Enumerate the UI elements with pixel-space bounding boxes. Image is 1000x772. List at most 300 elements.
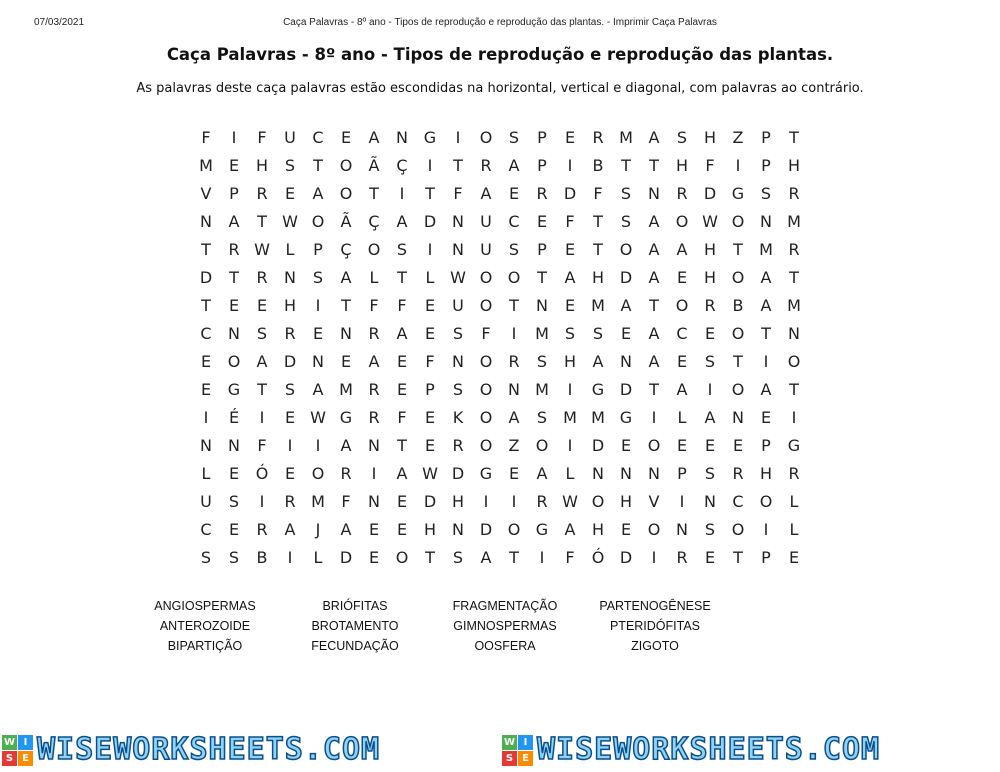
grid-cell[interactable]: S xyxy=(256,324,268,343)
grid-cell[interactable]: Ó xyxy=(255,464,269,483)
grid-cell[interactable]: F xyxy=(257,128,267,147)
grid-cell[interactable]: A xyxy=(340,268,352,287)
grid-cell[interactable]: O xyxy=(535,436,549,455)
grid-cell[interactable]: T xyxy=(733,240,743,259)
grid-cell[interactable]: P xyxy=(313,240,323,259)
grid-cell[interactable]: A xyxy=(564,268,576,287)
grid-cell[interactable]: H xyxy=(283,296,297,315)
grid-cell[interactable]: A xyxy=(480,548,492,567)
grid-cell[interactable]: A xyxy=(396,212,408,231)
grid-cell[interactable]: H xyxy=(563,352,577,371)
grid-cell[interactable]: S xyxy=(396,240,408,259)
grid-cell[interactable]: F xyxy=(565,212,575,231)
grid-cell[interactable]: H xyxy=(675,156,689,175)
grid-cell[interactable]: I xyxy=(259,408,265,427)
grid-cell[interactable]: N xyxy=(200,436,212,455)
grid-cell[interactable]: A xyxy=(396,324,408,343)
grid-cell[interactable]: I xyxy=(651,548,657,567)
grid-cell[interactable]: F xyxy=(705,156,715,175)
grid-cell[interactable]: R xyxy=(788,240,800,259)
grid-cell[interactable]: N xyxy=(396,128,408,147)
grid-cell[interactable]: E xyxy=(200,380,212,399)
grid-cell[interactable]: S xyxy=(452,548,464,567)
grid-cell[interactable]: E xyxy=(284,184,296,203)
grid-cell[interactable]: T xyxy=(649,156,659,175)
grid-cell[interactable]: U xyxy=(200,492,212,511)
grid-cell[interactable]: N xyxy=(228,324,240,343)
grid-cell[interactable]: T xyxy=(509,548,519,567)
grid-cell[interactable]: G xyxy=(591,380,605,399)
grid-cell[interactable]: O xyxy=(619,240,633,259)
grid-cell[interactable]: P xyxy=(761,128,771,147)
grid-cell[interactable]: I xyxy=(651,408,657,427)
grid-cell[interactable]: N xyxy=(676,520,688,539)
grid-cell[interactable]: E xyxy=(564,240,576,259)
grid-cell[interactable]: D xyxy=(339,548,353,567)
grid-cell[interactable]: R xyxy=(788,464,800,483)
grid-cell[interactable]: A xyxy=(312,184,324,203)
grid-cell[interactable]: S xyxy=(760,184,772,203)
grid-cell[interactable]: O xyxy=(339,156,353,175)
grid-cell[interactable]: H xyxy=(591,268,605,287)
grid-cell[interactable]: P xyxy=(425,380,435,399)
grid-cell[interactable]: E xyxy=(676,268,688,287)
grid-cell[interactable]: R xyxy=(284,324,296,343)
grid-cell[interactable]: A xyxy=(340,436,352,455)
grid-cell[interactable]: L xyxy=(313,548,323,567)
grid-cell[interactable]: N xyxy=(620,352,632,371)
grid-cell[interactable]: M xyxy=(563,408,577,427)
grid-cell[interactable]: E xyxy=(620,520,632,539)
grid-cell[interactable]: N xyxy=(536,296,548,315)
grid-cell[interactable]: S xyxy=(704,464,716,483)
grid-cell[interactable]: I xyxy=(735,156,741,175)
grid-cell[interactable]: D xyxy=(199,268,213,287)
grid-cell[interactable]: R xyxy=(228,240,240,259)
grid-cell[interactable]: L xyxy=(789,492,799,511)
grid-cell[interactable]: N xyxy=(312,352,324,371)
grid-cell[interactable]: E xyxy=(200,352,212,371)
grid-cell[interactable]: H xyxy=(451,492,465,511)
grid-cell[interactable]: L xyxy=(789,520,799,539)
grid-cell[interactable]: A xyxy=(760,268,772,287)
grid-cell[interactable]: O xyxy=(311,212,325,231)
grid-cell[interactable]: H xyxy=(787,156,801,175)
grid-cell[interactable]: R xyxy=(340,464,352,483)
grid-cell[interactable]: P xyxy=(537,128,547,147)
grid-cell[interactable]: D xyxy=(619,548,633,567)
grid-cell[interactable]: I xyxy=(567,156,573,175)
grid-cell[interactable]: A xyxy=(648,128,660,147)
grid-cell[interactable]: L xyxy=(285,240,295,259)
grid-cell[interactable]: E xyxy=(676,436,688,455)
grid-cell[interactable]: W xyxy=(562,492,578,511)
grid-cell[interactable]: T xyxy=(593,240,603,259)
grid-cell[interactable]: A xyxy=(228,212,240,231)
grid-cell[interactable]: N xyxy=(452,352,464,371)
grid-cell[interactable]: U xyxy=(480,240,492,259)
grid-cell[interactable]: O xyxy=(647,520,661,539)
grid-cell[interactable]: E xyxy=(760,408,772,427)
grid-cell[interactable]: E xyxy=(368,548,380,567)
grid-cell[interactable]: B xyxy=(592,156,604,175)
grid-cell[interactable]: O xyxy=(507,520,521,539)
grid-cell[interactable]: N xyxy=(452,520,464,539)
grid-cell[interactable]: P xyxy=(229,184,239,203)
grid-cell[interactable]: R xyxy=(676,548,688,567)
grid-cell[interactable]: E xyxy=(284,464,296,483)
grid-cell[interactable]: R xyxy=(368,380,380,399)
grid-cell[interactable]: S xyxy=(284,156,296,175)
grid-cell[interactable]: G xyxy=(423,128,437,147)
grid-cell[interactable]: U xyxy=(480,212,492,231)
grid-cell[interactable]: U xyxy=(284,128,296,147)
grid-cell[interactable]: T xyxy=(509,296,519,315)
grid-cell[interactable]: W xyxy=(422,464,438,483)
grid-cell[interactable]: M xyxy=(759,240,773,259)
grid-cell[interactable]: I xyxy=(315,296,321,315)
grid-cell[interactable]: R xyxy=(704,296,716,315)
grid-cell[interactable]: A xyxy=(312,380,324,399)
grid-cell[interactable]: I xyxy=(511,492,517,511)
grid-cell[interactable]: R xyxy=(508,352,520,371)
grid-cell[interactable]: I xyxy=(483,492,489,511)
grid-cell[interactable]: F xyxy=(397,296,407,315)
grid-cell[interactable]: E xyxy=(508,464,520,483)
grid-cell[interactable]: M xyxy=(535,324,549,343)
grid-cell[interactable]: S xyxy=(452,324,464,343)
grid-cell[interactable]: T xyxy=(733,352,743,371)
grid-cell[interactable]: T xyxy=(453,156,463,175)
grid-cell[interactable]: N xyxy=(284,268,296,287)
grid-cell[interactable]: A xyxy=(648,352,660,371)
grid-cell[interactable]: O xyxy=(395,548,409,567)
grid-cell[interactable]: O xyxy=(507,268,521,287)
grid-cell[interactable]: R xyxy=(536,184,548,203)
grid-cell[interactable]: E xyxy=(732,436,744,455)
grid-cell[interactable]: O xyxy=(731,212,745,231)
grid-cell[interactable]: E xyxy=(704,548,716,567)
grid-cell[interactable]: B xyxy=(732,296,744,315)
grid-cell[interactable]: O xyxy=(647,436,661,455)
grid-cell[interactable]: S xyxy=(312,268,324,287)
grid-cell[interactable]: T xyxy=(621,156,631,175)
grid-cell[interactable]: M xyxy=(339,380,353,399)
grid-cell[interactable]: E xyxy=(508,184,520,203)
grid-cell[interactable]: O xyxy=(731,520,745,539)
grid-cell[interactable]: H xyxy=(255,156,269,175)
grid-cell[interactable]: T xyxy=(537,268,547,287)
grid-cell[interactable]: E xyxy=(424,436,436,455)
grid-cell[interactable]: O xyxy=(787,352,801,371)
grid-cell[interactable]: H xyxy=(703,268,717,287)
grid-cell[interactable]: N xyxy=(368,436,380,455)
grid-cell[interactable]: W xyxy=(254,240,270,259)
grid-cell[interactable]: R xyxy=(256,184,268,203)
grid-cell[interactable]: E xyxy=(424,324,436,343)
grid-cell[interactable]: K xyxy=(452,408,464,427)
grid-cell[interactable]: I xyxy=(567,380,573,399)
grid-cell[interactable]: R xyxy=(284,492,296,511)
grid-cell[interactable]: T xyxy=(257,380,267,399)
grid-cell[interactable]: N xyxy=(704,492,716,511)
grid-cell[interactable]: T xyxy=(789,380,799,399)
grid-cell[interactable]: I xyxy=(203,408,209,427)
grid-cell[interactable]: A xyxy=(648,324,660,343)
grid-cell[interactable]: A xyxy=(620,296,632,315)
grid-cell[interactable]: Z xyxy=(732,128,744,147)
grid-cell[interactable]: A xyxy=(648,268,660,287)
grid-cell[interactable]: O xyxy=(675,296,689,315)
grid-cell[interactable]: I xyxy=(371,464,377,483)
grid-cell[interactable]: R xyxy=(368,324,380,343)
grid-cell[interactable]: E xyxy=(620,436,632,455)
grid-cell[interactable]: I xyxy=(707,380,713,399)
grid-cell[interactable]: R xyxy=(732,464,744,483)
grid-cell[interactable]: G xyxy=(227,380,241,399)
grid-cell[interactable]: S xyxy=(704,352,716,371)
grid-cell[interactable]: T xyxy=(201,240,211,259)
grid-cell[interactable]: E xyxy=(424,296,436,315)
grid-cell[interactable]: Ó xyxy=(591,548,605,567)
grid-cell[interactable]: S xyxy=(620,212,632,231)
grid-cell[interactable]: T xyxy=(313,156,323,175)
grid-cell[interactable]: I xyxy=(287,548,293,567)
grid-cell[interactable]: R xyxy=(536,492,548,511)
grid-cell[interactable]: O xyxy=(479,296,493,315)
grid-cell[interactable]: O xyxy=(591,492,605,511)
grid-cell[interactable]: S xyxy=(452,380,464,399)
grid-cell[interactable]: T xyxy=(341,296,351,315)
grid-cell[interactable]: A xyxy=(676,380,688,399)
grid-cell[interactable]: I xyxy=(399,184,405,203)
grid-cell[interactable]: E xyxy=(536,212,548,231)
grid-cell[interactable]: N xyxy=(368,492,380,511)
grid-cell[interactable]: T xyxy=(257,212,267,231)
grid-cell[interactable]: E xyxy=(312,324,324,343)
grid-cell[interactable]: L xyxy=(425,268,435,287)
grid-cell[interactable]: A xyxy=(368,128,380,147)
grid-cell[interactable]: L xyxy=(369,268,379,287)
grid-cell[interactable]: P xyxy=(761,436,771,455)
grid-cell[interactable]: A xyxy=(676,240,688,259)
grid-cell[interactable]: O xyxy=(479,408,493,427)
grid-cell[interactable]: F xyxy=(481,324,491,343)
grid-cell[interactable]: F xyxy=(565,548,575,567)
grid-cell[interactable]: M xyxy=(199,156,213,175)
grid-cell[interactable]: E xyxy=(284,408,296,427)
grid-cell[interactable]: A xyxy=(340,520,352,539)
grid-cell[interactable]: I xyxy=(679,492,685,511)
grid-cell[interactable]: F xyxy=(397,408,407,427)
grid-cell[interactable]: L xyxy=(565,464,575,483)
grid-cell[interactable]: E xyxy=(228,156,240,175)
grid-cell[interactable]: N xyxy=(732,408,744,427)
grid-cell[interactable]: A xyxy=(368,352,380,371)
grid-cell[interactable]: H xyxy=(619,492,633,511)
grid-cell[interactable]: I xyxy=(511,324,517,343)
grid-cell[interactable]: I xyxy=(763,520,769,539)
grid-cell[interactable]: L xyxy=(677,408,687,427)
grid-cell[interactable]: O xyxy=(227,352,241,371)
grid-cell[interactable]: V xyxy=(200,184,212,203)
grid-cell[interactable]: G xyxy=(535,520,549,539)
grid-cell[interactable]: T xyxy=(789,268,799,287)
grid-cell[interactable]: P xyxy=(761,548,771,567)
grid-cell[interactable]: S xyxy=(508,128,520,147)
grid-cell[interactable]: N xyxy=(620,464,632,483)
grid-cell[interactable]: E xyxy=(424,408,436,427)
grid-cell[interactable]: A xyxy=(648,212,660,231)
grid-cell[interactable]: R xyxy=(676,184,688,203)
grid-cell[interactable]: T xyxy=(649,380,659,399)
grid-cell[interactable]: P xyxy=(761,156,771,175)
grid-cell[interactable]: S xyxy=(200,548,212,567)
grid-cell[interactable]: C xyxy=(508,212,520,231)
grid-cell[interactable]: E xyxy=(676,352,688,371)
grid-cell[interactable]: D xyxy=(423,492,437,511)
grid-cell[interactable]: E xyxy=(396,520,408,539)
grid-cell[interactable]: E xyxy=(396,380,408,399)
grid-cell[interactable]: N xyxy=(508,380,520,399)
grid-cell[interactable]: W xyxy=(702,212,718,231)
grid-cell[interactable]: N xyxy=(452,240,464,259)
grid-cell[interactable]: M xyxy=(787,212,801,231)
grid-cell[interactable]: I xyxy=(567,436,573,455)
grid-cell[interactable]: D xyxy=(479,520,493,539)
grid-cell[interactable]: I xyxy=(427,156,433,175)
grid-cell[interactable]: W xyxy=(450,268,466,287)
grid-cell[interactable]: T xyxy=(593,212,603,231)
grid-cell[interactable]: E xyxy=(368,520,380,539)
grid-cell[interactable]: D xyxy=(283,352,297,371)
grid-cell[interactable]: F xyxy=(425,352,435,371)
grid-cell[interactable]: I xyxy=(315,436,321,455)
grid-cell[interactable]: A xyxy=(760,380,772,399)
grid-cell[interactable]: S xyxy=(564,324,576,343)
grid-cell[interactable]: T xyxy=(649,296,659,315)
grid-cell[interactable]: I xyxy=(287,436,293,455)
grid-cell[interactable]: T xyxy=(201,296,211,315)
grid-cell[interactable]: A xyxy=(480,184,492,203)
grid-cell[interactable]: R xyxy=(480,156,492,175)
grid-cell[interactable]: I xyxy=(427,240,433,259)
grid-cell[interactable]: A xyxy=(536,464,548,483)
grid-cell[interactable]: A xyxy=(256,352,268,371)
grid-cell[interactable]: N xyxy=(452,212,464,231)
grid-cell[interactable]: A xyxy=(284,520,296,539)
grid-cell[interactable]: J xyxy=(315,520,321,539)
grid-cell[interactable]: P xyxy=(537,156,547,175)
grid-cell[interactable]: R xyxy=(368,408,380,427)
grid-cell[interactable]: S xyxy=(536,408,548,427)
grid-cell[interactable]: I xyxy=(231,128,237,147)
grid-cell[interactable]: F xyxy=(257,436,267,455)
grid-cell[interactable]: Ç xyxy=(368,212,380,231)
grid-cell[interactable]: T xyxy=(397,436,407,455)
grid-cell[interactable]: E xyxy=(340,352,352,371)
grid-cell[interactable]: Ã xyxy=(340,212,352,231)
grid-cell[interactable]: T xyxy=(761,324,771,343)
grid-cell[interactable]: W xyxy=(310,408,326,427)
grid-cell[interactable]: N xyxy=(788,324,800,343)
grid-cell[interactable]: M xyxy=(591,296,605,315)
grid-cell[interactable]: H xyxy=(703,128,717,147)
grid-cell[interactable]: W xyxy=(282,212,298,231)
grid-cell[interactable]: M xyxy=(619,128,633,147)
grid-cell[interactable]: O xyxy=(675,212,689,231)
grid-cell[interactable]: F xyxy=(369,296,379,315)
grid-cell[interactable]: O xyxy=(479,352,493,371)
grid-cell[interactable]: É xyxy=(228,408,240,427)
grid-cell[interactable]: O xyxy=(731,324,745,343)
grid-cell[interactable]: C xyxy=(200,520,212,539)
grid-cell[interactable]: H xyxy=(423,520,437,539)
grid-cell[interactable]: F xyxy=(453,184,463,203)
grid-cell[interactable]: N xyxy=(200,212,212,231)
grid-cell[interactable]: I xyxy=(455,128,461,147)
grid-cell[interactable]: E xyxy=(788,548,800,567)
grid-cell[interactable]: E xyxy=(620,324,632,343)
grid-cell[interactable]: S xyxy=(284,380,296,399)
grid-cell[interactable]: O xyxy=(339,184,353,203)
grid-cell[interactable]: L xyxy=(201,464,211,483)
grid-cell[interactable]: S xyxy=(536,352,548,371)
grid-cell[interactable]: R xyxy=(256,268,268,287)
grid-cell[interactable]: Ç xyxy=(340,240,352,259)
grid-cell[interactable]: H xyxy=(591,520,605,539)
grid-cell[interactable]: O xyxy=(367,240,381,259)
grid-cell[interactable]: E xyxy=(704,324,716,343)
grid-cell[interactable]: A xyxy=(508,156,520,175)
grid-cell[interactable]: S xyxy=(228,492,240,511)
grid-cell[interactable]: N xyxy=(760,212,772,231)
grid-cell[interactable]: O xyxy=(479,128,493,147)
grid-cell[interactable]: T xyxy=(733,548,743,567)
grid-cell[interactable]: T xyxy=(425,184,435,203)
grid-cell[interactable]: F xyxy=(201,128,211,147)
grid-cell[interactable]: O xyxy=(759,492,773,511)
grid-cell[interactable]: T xyxy=(789,128,799,147)
grid-cell[interactable]: R xyxy=(788,184,800,203)
grid-cell[interactable]: B xyxy=(256,548,268,567)
grid-cell[interactable]: I xyxy=(791,408,797,427)
grid-cell[interactable]: G xyxy=(479,464,493,483)
grid-cell[interactable]: U xyxy=(452,296,464,315)
grid-cell[interactable]: A xyxy=(704,408,716,427)
grid-cell[interactable]: E xyxy=(704,436,716,455)
grid-cell[interactable]: E xyxy=(564,128,576,147)
grid-cell[interactable]: D xyxy=(619,380,633,399)
grid-cell[interactable]: R xyxy=(452,436,464,455)
grid-cell[interactable]: E xyxy=(228,296,240,315)
grid-cell[interactable]: E xyxy=(564,296,576,315)
grid-cell[interactable]: E xyxy=(228,520,240,539)
grid-cell[interactable]: E xyxy=(396,352,408,371)
grid-cell[interactable]: O xyxy=(311,464,325,483)
grid-cell[interactable]: I xyxy=(763,352,769,371)
grid-cell[interactable]: H xyxy=(759,464,773,483)
grid-cell[interactable]: R xyxy=(592,128,604,147)
grid-cell[interactable]: P xyxy=(537,240,547,259)
grid-cell[interactable]: M xyxy=(591,408,605,427)
grid-cell[interactable]: C xyxy=(732,492,744,511)
grid-cell[interactable]: M xyxy=(535,380,549,399)
grid-cell[interactable]: A xyxy=(648,240,660,259)
grid-cell[interactable]: N xyxy=(228,436,240,455)
grid-cell[interactable]: T xyxy=(369,184,379,203)
grid-cell[interactable]: C xyxy=(676,324,688,343)
